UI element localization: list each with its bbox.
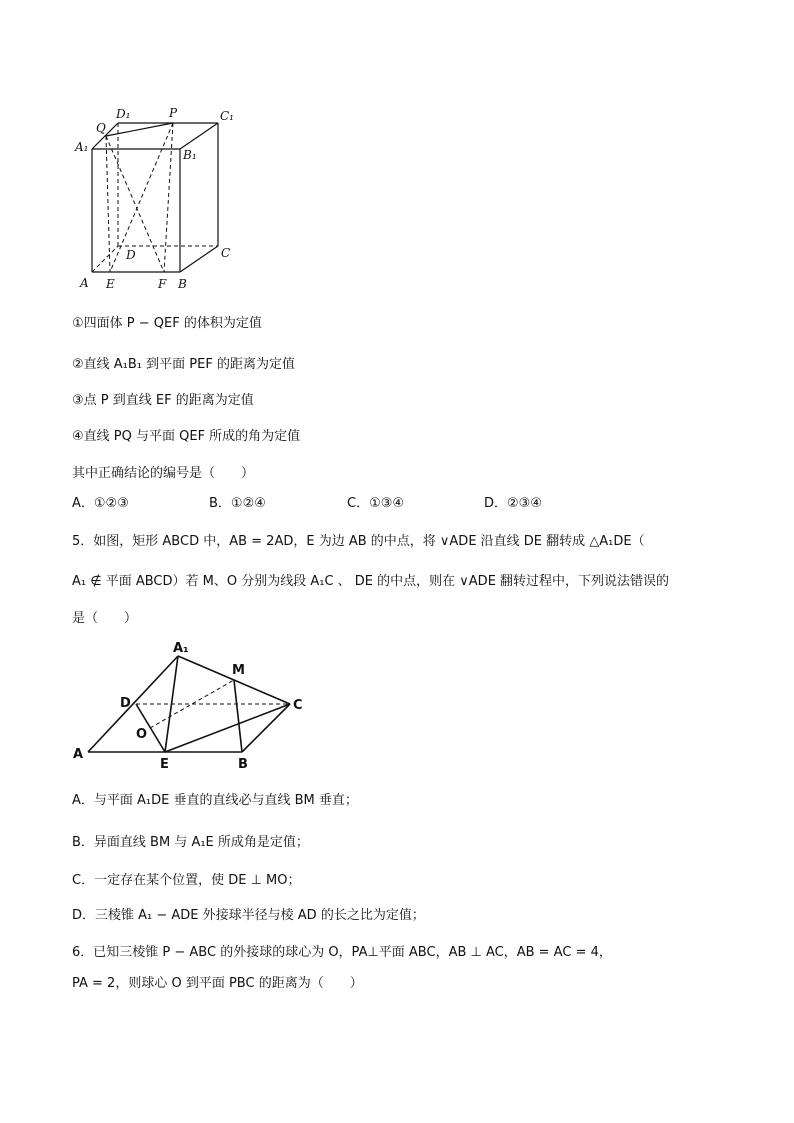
q4-options — [72, 494, 672, 514]
fig2-label-M: M — [232, 663, 245, 678]
q5-text-line2: A₁ ∉ 平面 ABCD）若 M、O 分别为线段 A₁C 、 DE 的中点，则在 ∨ADE 翻转过程中，下列说法错误的 — [72, 574, 670, 589]
fig2-label-A: A — [73, 747, 84, 762]
fig2-label-E: E — [160, 757, 169, 772]
statement-4: ④直线 PQ 与平面 QEF 所成的角为定值 — [72, 429, 301, 444]
q5-option-b[interactable]: B．异面直线 BM 与 A₁E 所成角是定值； — [72, 835, 309, 850]
cube-figure — [70, 100, 250, 295]
q5-option-a[interactable]: A．与平面 A₁DE 垂直的直线必与直线 BM 垂直； — [72, 793, 358, 808]
q4-prompt: 其中正确结论的编号是（ ） — [72, 466, 255, 481]
fig2-label-B: B — [238, 757, 248, 772]
q4-option-c[interactable]: C．①③④ — [347, 496, 405, 511]
q5-option-d[interactable]: D．三棱锥 A₁ − ADE 外接球半径与棱 AD 的长之比为定值； — [72, 908, 425, 923]
label-C1: C₁ — [220, 109, 234, 123]
label-P: P — [169, 106, 178, 120]
fig2-label-C: C — [293, 698, 303, 713]
q4-option-a[interactable]: A．①②③ — [72, 496, 129, 511]
label-B1: B₁ — [183, 148, 197, 162]
label-F: F — [158, 277, 167, 291]
label-B: B — [178, 277, 187, 291]
label-D: D — [126, 248, 136, 262]
fold-figure — [70, 640, 320, 772]
fig2-label-A1: A₁ — [173, 641, 189, 656]
label-A1: A₁ — [75, 140, 89, 154]
statement-1: ①四面体 P − QEF 的体积为定值 — [72, 316, 262, 331]
q6-text-line2: PA = 2，则球心 O 到平面 PBC 的距离为（ ） — [72, 976, 363, 991]
label-C: C — [221, 246, 231, 260]
q4-option-d[interactable]: D．②③④ — [484, 496, 542, 511]
q5-text-line1: 5．如图，矩形 ABCD 中，AB = 2AD，E 为边 AB 的中点，将 ∨ADE 沿直线 DE 翻转成 △A₁DE（ — [72, 534, 645, 549]
label-A: A — [80, 276, 89, 290]
label-E: E — [106, 277, 115, 291]
statement-2: ②直线 A₁B₁ 到平面 PEF 的距离为定值 — [72, 357, 295, 372]
q4-option-b[interactable]: B．①②④ — [209, 496, 266, 511]
q5-option-c[interactable]: C．一定存在某个位置，使 DE ⊥ MO； — [72, 873, 301, 888]
fig2-label-O: O — [136, 727, 148, 742]
label-Q: Q — [96, 121, 106, 135]
q5-text-line3: 是（ ） — [72, 611, 138, 626]
fig2-label-D: D — [120, 696, 131, 711]
label-D1: D₁ — [116, 107, 131, 121]
q6-text-line1: 6．已知三棱锥 P − ABC 的外接球的球心为 O，PA⊥平面 ABC，AB ⊥ AC，AB = AC = 4， — [72, 945, 612, 960]
statement-3: ③点 P 到直线 EF 的距离为定值 — [72, 393, 254, 408]
